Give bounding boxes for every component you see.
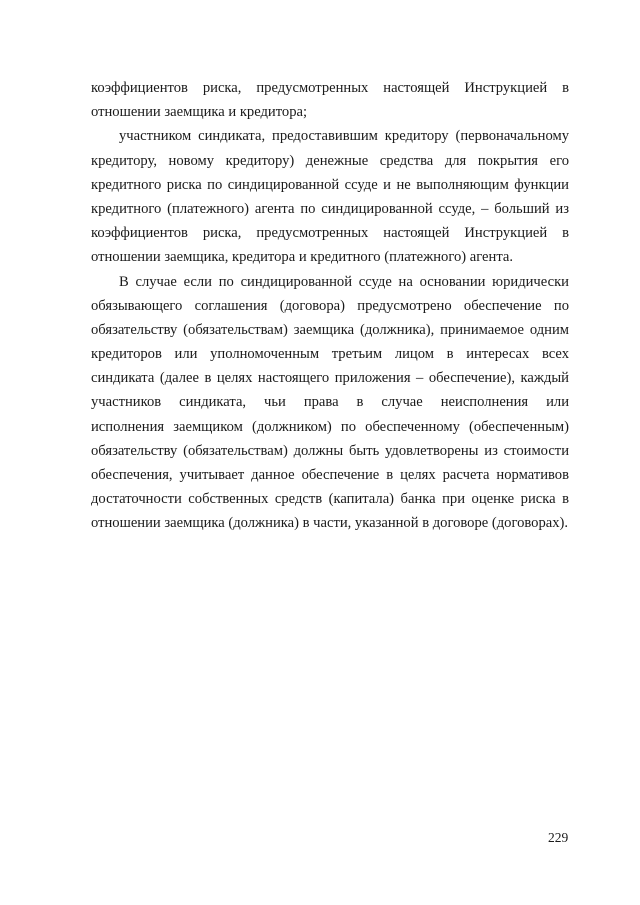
text-line: достаточности собственных средств (капитала) банка при оценке риска в xyxy=(91,491,569,508)
text-line: отношении заемщика (должника) в части, указанной в договоре (договорах). xyxy=(91,515,569,532)
text-line: кредитного риска по синдицированной ссуде и не выполняющим функции xyxy=(91,176,569,193)
text-line: кредитору, новому кредитору) денежные средства для покрытия его xyxy=(91,152,569,169)
text-line: коэффициентов риска, предусмотренных настоящей Инструкцией в xyxy=(91,225,569,242)
text-line: кредиторов или уполномоченным третьим лицом в интересах всех xyxy=(91,346,569,363)
body-text xyxy=(91,76,569,536)
text-line: исполнения заемщиком (должником) по обеспеченному (обеспеченным) xyxy=(91,418,569,435)
text-line: В случае если по синдицированной ссуде на основании юридически xyxy=(119,273,569,290)
text-line: отношении заемщика, кредитора и кредитного (платежного) агента. xyxy=(91,249,514,266)
paragraph-2 xyxy=(91,124,569,269)
text-line: обеспечения, учитывает данное обеспечение в целях расчета нормативов xyxy=(91,467,569,483)
text-line: обязывающего соглашения (договора) предусмотрено обеспечение по xyxy=(91,297,569,314)
text-line: кредитного (платежного) агента по синдицированной ссуде, – больший из xyxy=(91,200,569,217)
text-line: синдиката (далее в целях настоящего приложения – обеспечение), каждый xyxy=(91,370,569,387)
text-line: участником синдиката, предоставившим кредитору (первоначальному xyxy=(119,128,569,145)
page-number: 229 xyxy=(548,830,569,845)
text-line: обязательству (обязательствам) заемщика (должника), принимаемое одним xyxy=(91,321,569,338)
text-line: участников синдиката, чьи права в случае неисполнения или xyxy=(91,394,569,411)
paragraph-1 xyxy=(91,76,569,124)
text-line: обязательству (обязательствам) должны быть удовлетворены из стоимости xyxy=(91,442,569,459)
text-line: отношении заемщика и кредитора; xyxy=(91,104,308,121)
paragraph-3 xyxy=(91,270,569,536)
text-line: коэффициентов риска, предусмотренных настоящей Инструкцией в xyxy=(91,80,569,96)
